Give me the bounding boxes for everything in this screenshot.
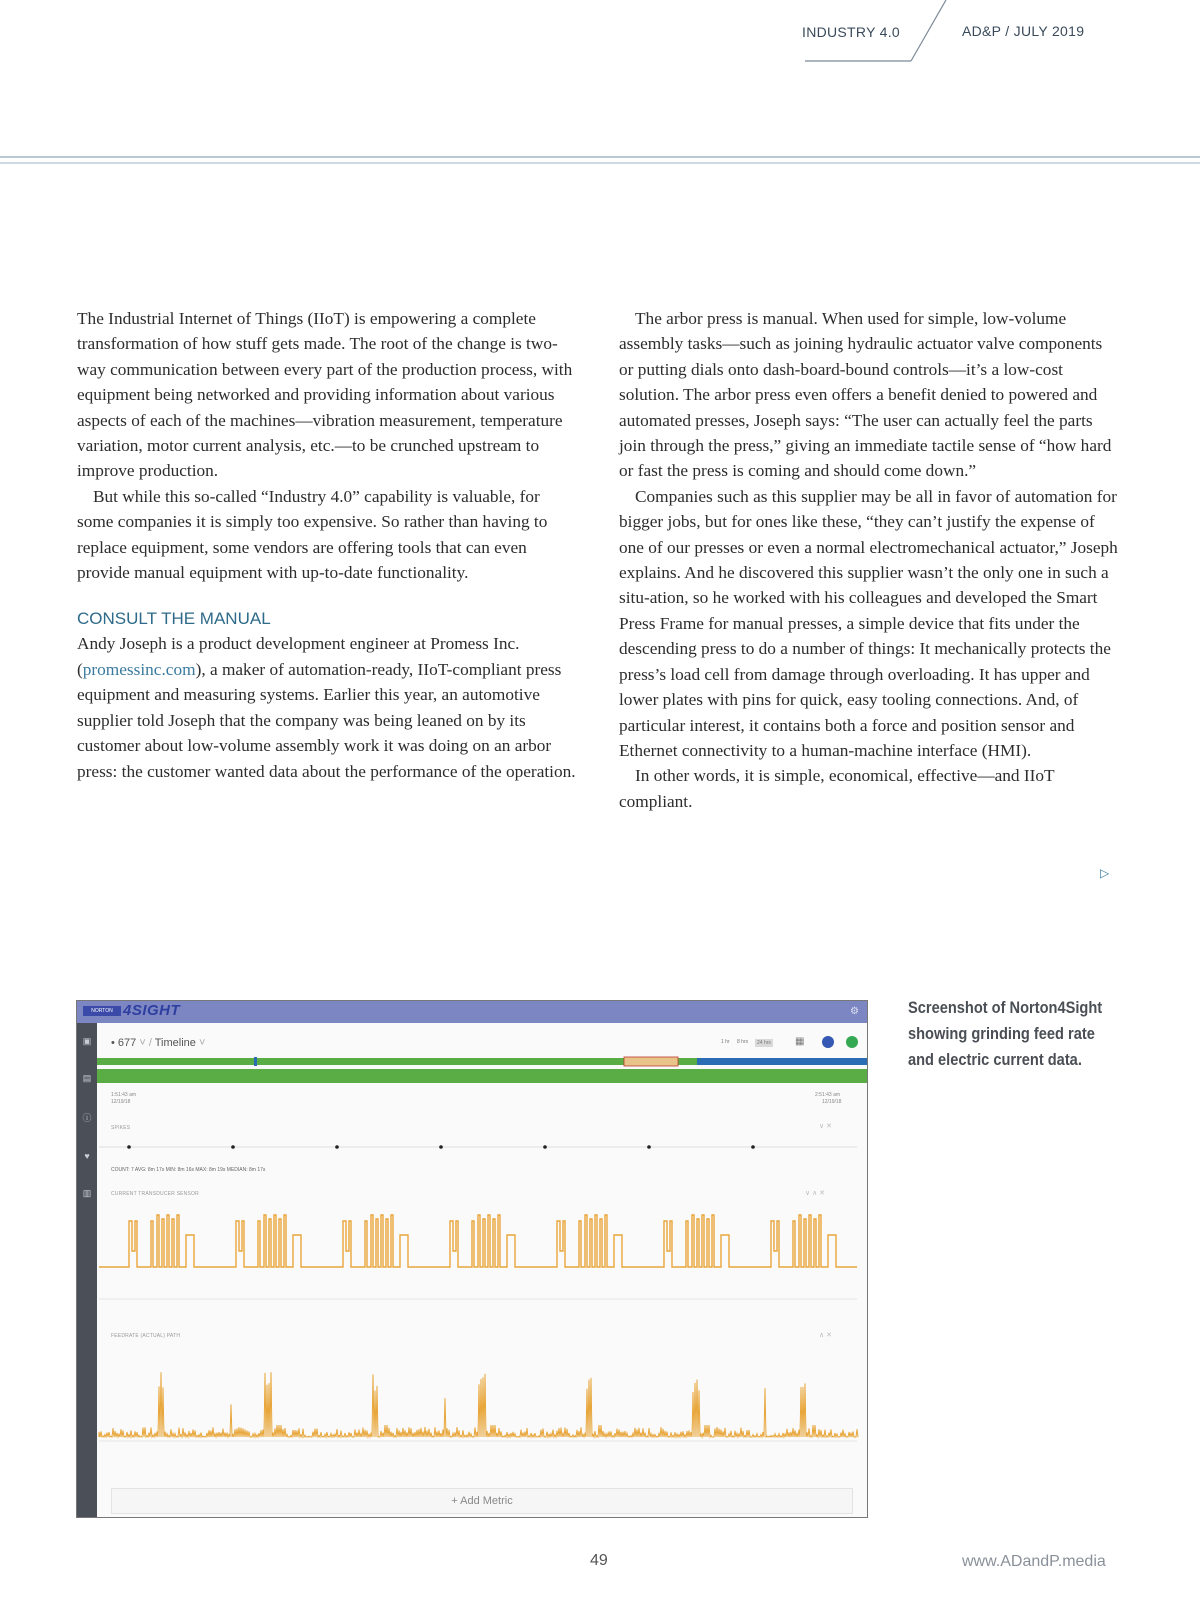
monitor-icon[interactable]: ▣ — [82, 1036, 92, 1046]
section-label: INDUSTRY 4.0 — [802, 24, 901, 40]
spike-marker — [647, 1145, 651, 1149]
range-1hr[interactable]: 1 hr — [721, 1039, 730, 1045]
paragraph — [77, 631, 577, 783]
end-date: 12/19/18 — [822, 1099, 842, 1105]
spikes-panel-controls[interactable]: ∨ ✕ — [819, 1123, 832, 1130]
norton-logo: NORTON — [83, 1006, 121, 1016]
app-brand: 4SIGHT — [123, 1002, 181, 1019]
norton4sight-screenshot — [76, 1000, 868, 1518]
timeline-marker — [254, 1057, 257, 1066]
timeline-selection[interactable] — [624, 1057, 678, 1066]
timeline-status-bar — [97, 1069, 868, 1083]
add-metric-button[interactable]: + Add Metric — [111, 1488, 853, 1514]
paragraph: Companies such as this supplier may be all in favor of automation for bigger jobs, but for ones like these, “they can’t justify the expense of one of our presses or even a normal electromechanical actuator,” Joseph explains. And he discovered this supplier wasn’t the only one in such a situ-ation, so he worked with his colleagues and developed the Smart Press Frame for manual presses, a simple device that fits under the descending press to do a number of things: It mechanically protects the press’s load cell from damage through overloading. It has upper and lower plates with pins for quick, easy tooling connections. And, of particular interest, it contains both a force and position sensor and Ethernet connectivity to a human-machine interface (HMI). — [619, 486, 1118, 760]
spike-marker — [335, 1145, 339, 1149]
paragraph: But while this so-called “Industry 4.0” capability is valuable, for some companies it is simply too expensive. So rather than having to replace equipment, some vendors are offering tools that can even provide manual equipment with up-to-date functionality. — [77, 486, 548, 583]
paragraph-text: ), a maker of automation-ready, IIoT-compliant press equipment and measuring systems. Earlier this year, an automotive supplier told Joseph that the company was being leaned on by its customer about low-volume assembly work it was doing on an arbor press: the customer wanted data about the performance of the operation. — [77, 659, 576, 781]
header-rule — [0, 156, 1200, 158]
chevron-down-icon: ˅ — [198, 1037, 206, 1049]
site-url[interactable]: www.ADandP.media — [962, 1553, 1106, 1570]
spike-marker — [127, 1145, 131, 1149]
continue-arrow-icon: ▷ — [1100, 866, 1110, 880]
start-date: 12/19/18 — [111, 1099, 131, 1105]
asset-selector[interactable]: • 677 ˅ / Timeline ˅ — [111, 1037, 206, 1049]
range-8hrs[interactable]: 8 hrs — [737, 1039, 749, 1045]
paragraph: The arbor press is manual. When used for simple, low-volume assembly tasks—such as joining hydraulic actuator valve components or putting dials onto dash-board-bound controls—it’s a low-cost solution. The arbor press even offers a benefit denied to powered and automated presses, Joseph says: “The user can actually feel the parts join through the press,” giving an immediate tactile sense of “how hard or fast the press is coming and should come down.” — [619, 309, 1112, 481]
spikes-track — [77, 1137, 868, 1159]
chevron-down-icon: ˅ — [139, 1037, 146, 1049]
spike-marker — [543, 1145, 547, 1149]
current-chart — [77, 1199, 868, 1329]
paragraph: In other words, it is simple, economical, effective—and IIoT compliant. — [619, 766, 1055, 811]
header-divider — [800, 0, 960, 64]
page-number: 49 — [590, 1552, 608, 1569]
feedrate-panel-controls[interactable]: ∧ ✕ — [819, 1332, 832, 1339]
report-icon[interactable]: ▥ — [82, 1188, 92, 1198]
paragraph: The Industrial Internet of Things (IIoT) is empowering a complete transformation of how stuff gets made. The root of the change is two-way communication between every part of the production process, with equipment being networked and providing information about various aspects of each of the machines—vibration measurement, temperature variation, motor current analysis, etc.—to be crunched upstream to improve production. — [77, 309, 573, 481]
spike-marker — [439, 1145, 443, 1149]
health-icon[interactable]: ♥ — [84, 1151, 90, 1161]
feedrate-panel-label: FEEDRATE (ACTUAL) PATH — [111, 1333, 181, 1339]
chart-icon[interactable]: ▤ — [82, 1073, 92, 1083]
spike-marker — [751, 1145, 755, 1149]
issue-label: AD&P / JULY 2019 — [962, 23, 1085, 39]
current-panel-label: CURRENT TRANSDUCER SENSOR — [111, 1191, 199, 1197]
feedrate-trace — [99, 1372, 858, 1437]
header-rule-secondary — [0, 162, 1200, 164]
gear-icon[interactable]: ⚙ — [850, 1006, 859, 1017]
start-time: 1:51:43 am — [111, 1092, 137, 1098]
info-icon[interactable]: ⓘ — [82, 1113, 92, 1123]
feedrate-chart — [77, 1341, 868, 1481]
end-time: 2:51:43 am — [815, 1092, 841, 1098]
current-panel-controls[interactable]: ∨ ∧ ✕ — [805, 1190, 826, 1197]
spike-marker — [231, 1145, 235, 1149]
calendar-icon[interactable]: ▦ — [795, 1036, 805, 1047]
article-column-right — [619, 306, 1119, 814]
spikes-panel-label: SPIKES — [111, 1125, 131, 1131]
figure-caption: Screenshot of Norton4Sight showing grinding feed rate and electric current data. — [908, 998, 1103, 1069]
paragraph-text: Andy Joseph is a product development engineer at Promess Inc. ( — [77, 634, 520, 679]
article-column-left — [77, 306, 577, 784]
current-trace — [99, 1215, 857, 1267]
range-24hrs[interactable]: 24 hrs — [757, 1040, 771, 1046]
section-subhead: CONSULT THE MANUAL — [77, 609, 271, 629]
promess-link[interactable]: promessinc.com — [82, 659, 196, 679]
asset-id: • 677 — [111, 1037, 137, 1049]
view-selector-label[interactable]: Timeline — [154, 1037, 196, 1049]
spike-stats: COUNT: 7 AVG: 8m 17s MIN: 8m 16s MAX: 8m 19s MEDIAN: 8m 17s — [111, 1167, 266, 1173]
